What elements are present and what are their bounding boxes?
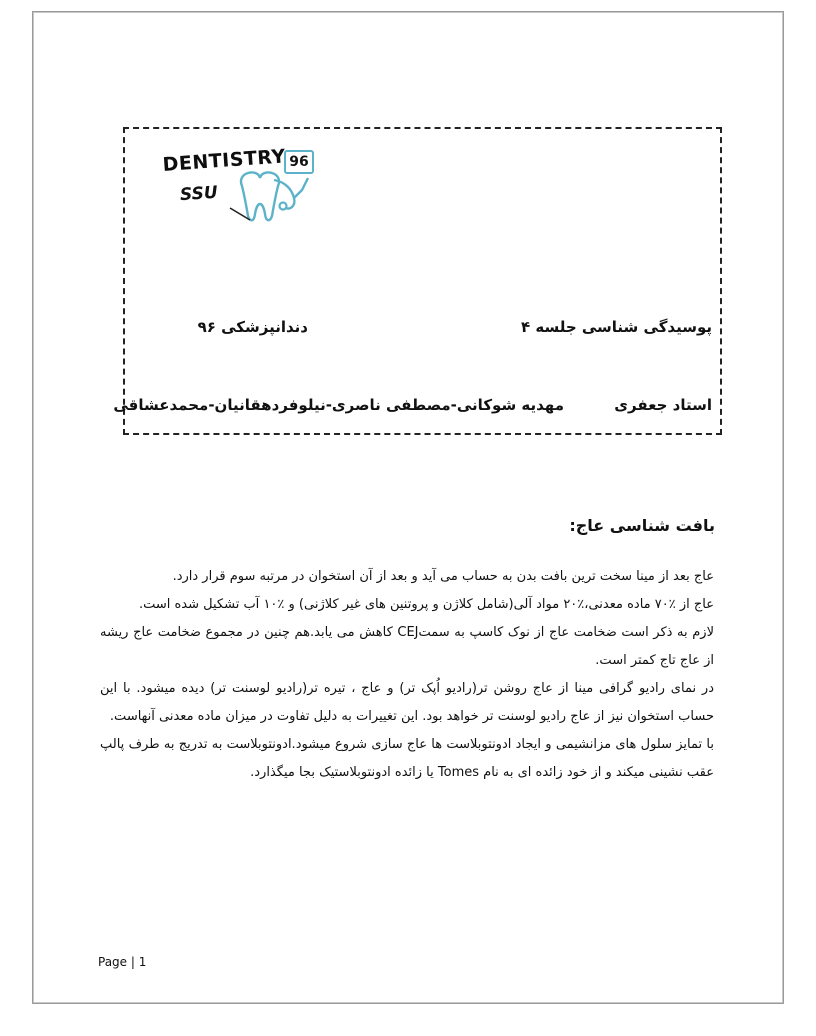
paragraph: عاج از ٪۷۰ ماده معدنی،٪۲۰ مواد آلی(شامل کلاژن و پروتنین های غیر کلاژنی) و ٪۱۰ آب تشکیل شده است. <box>138 597 714 612</box>
course-title: پوسیدگی شناسی جلسه ۴ <box>520 318 712 336</box>
logo-subtitle: SSU <box>179 182 219 206</box>
instructor-name: استاد جعفری <box>614 396 712 414</box>
cohort-label: دندانپزشکی ۹۶ <box>197 318 308 336</box>
page-number: Page | 1 <box>98 955 147 969</box>
tooth-stethoscope-icon <box>228 164 314 226</box>
logo <box>158 145 318 226</box>
logo-number: 96 <box>284 150 314 174</box>
logo-title: DENTISTRY <box>162 145 287 176</box>
paragraph: عاج بعد از مینا سخت ترین بافت بدن به حساب می آید و بعد از آن استخوان در مرتبه سوم قرار دارد. <box>172 569 714 584</box>
section-body <box>100 563 714 787</box>
paragraph: در نمای رادیو گرافی مینا از عاج روشن تر(رادیو اُپک تر) و عاج ، تیره تر(رادیو لوسنت تر) دیده میشود. با این حساب استخوان نیز از عاج رادیو لوسنت تر خواهد بود. این تغییرات به دلیل تفاوت در میزان ماده معدنی آنهاست. <box>100 681 714 724</box>
authors-list: مهدیه شوکانی-مصطفی ناصری-نیلوفردهقانیان-محمدعشاقی <box>113 396 564 414</box>
section-title: بافت شناسی عاج: <box>569 516 715 535</box>
paragraph: لازم به ذکر است ضخامت عاج از نوک کاسپ به سمتCEJ کاهش می یابد.هم چنین در مجموع ضخامت عاج ریشه از عاج تاج کمتر است. <box>100 625 714 668</box>
paragraph: با تمایز سلول های مزانشیمی و ایجاد ادونتوبلاست ها عاج سازی شروع میشود.ادونتوبلاست به تدریج به طرف پالپ عقب نشینی میکند و از خود زائده ای به نام Tomes یا زائده ادونتوبلاستیک بجا میگذارد. <box>100 737 714 780</box>
